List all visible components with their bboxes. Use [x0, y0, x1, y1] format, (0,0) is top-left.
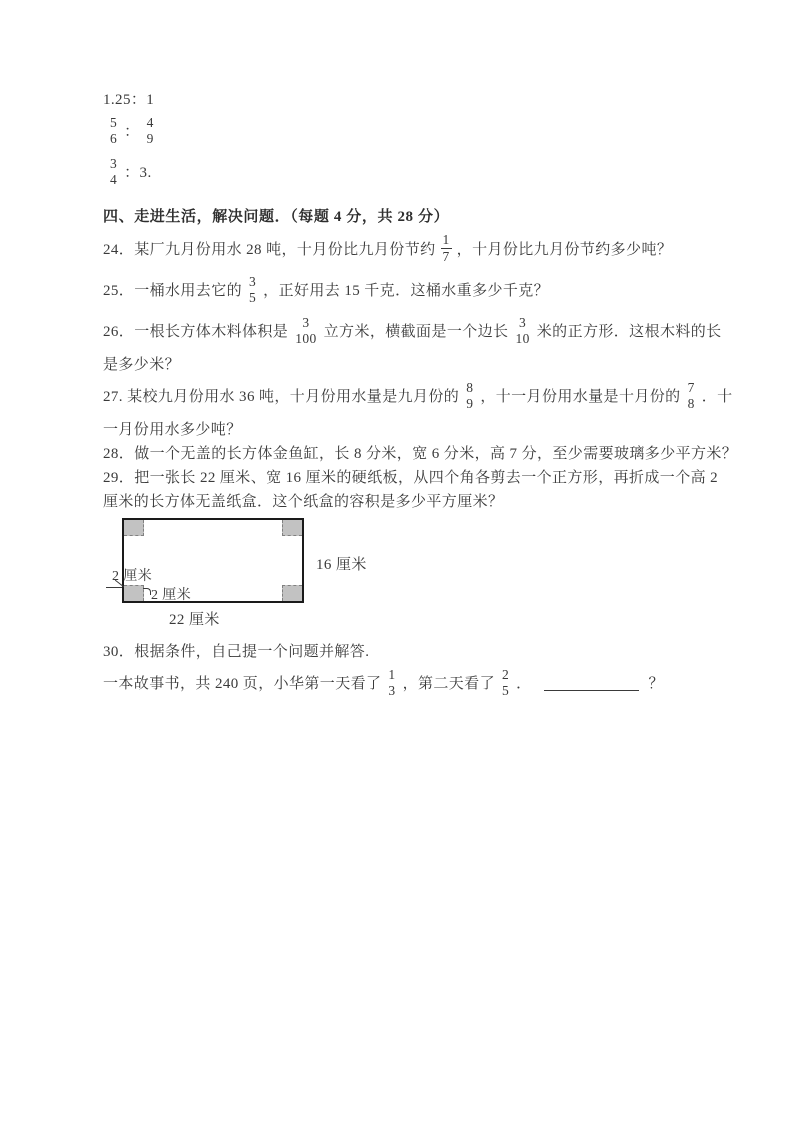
q27-line-2: [103, 416, 709, 440]
fraction-denominator: 8: [687, 395, 695, 411]
fraction-denominator: 100: [295, 330, 317, 346]
text-run: 27. 某校九月份用水 36 吨，十月份用水量是九月份的: [103, 389, 460, 405]
text-run: 一本故事书，共 240 页，小华第一天看了: [103, 676, 382, 692]
text-run: 24．某厂九月份用水 28 吨，十月份比九月份节约: [103, 242, 436, 258]
fraction: [464, 381, 475, 411]
questions-block-2: [103, 638, 709, 703]
fraction: [293, 316, 318, 346]
fraction-numerator: 1: [388, 666, 396, 682]
q29-line-2: [103, 488, 709, 512]
box-diagram: [103, 516, 709, 630]
text-run: ，十月份比九月份节约多少吨？: [456, 242, 673, 258]
corner-size-label-2: 2 厘米: [151, 588, 192, 603]
text-run: 26．一根长方体木料体积是: [103, 324, 289, 340]
q30-line: [103, 638, 709, 662]
corner-square-top-right: [282, 520, 302, 536]
fraction-numerator: 3: [519, 314, 527, 330]
fraction-numerator: 5: [110, 114, 118, 130]
fraction: [686, 381, 697, 411]
q29-line-1: [103, 464, 719, 488]
text-run: 米的正方形．这根木料的长: [536, 324, 722, 340]
answers-block: [103, 86, 709, 192]
questions-block-1: [103, 228, 738, 512]
text-run: 30．根据条件，自己提一个问题并解答.: [103, 643, 370, 660]
text-run: 29．把一张长 22 厘米、宽 16 厘米的硬纸板，从四个角各剪去一个正方形，再折成一个高 2: [103, 469, 719, 486]
text-run: ：: [124, 124, 140, 140]
leader-line: [143, 588, 151, 595]
height-dimension-label: 16 厘米: [316, 557, 367, 573]
fraction-numerator: 3: [249, 273, 257, 289]
fraction-denominator: 9: [466, 395, 474, 411]
section-header-text: 四、走进生活，解决问题．（每题 4 分，共 28 分）: [103, 208, 450, 225]
fraction: [247, 275, 258, 305]
fraction-numerator: 4: [146, 114, 154, 130]
final-line: [103, 662, 709, 703]
text-run: ，第二天看了: [402, 676, 495, 692]
corner-square-bottom-left: [124, 585, 144, 601]
fraction-numerator: 8: [466, 379, 474, 395]
fraction: [386, 668, 397, 698]
fraction-denominator: 10: [515, 330, 530, 346]
text-run: 1.25：1: [103, 91, 155, 108]
fraction-numerator: 3: [302, 314, 310, 330]
text-run: 厘米的长方体无盖纸盒．这个纸盒的容积是多少平方厘米？: [103, 493, 504, 510]
text-run: 一月份用水多少吨？: [103, 421, 242, 438]
ratio-line-2: [103, 110, 709, 151]
text-run: 立方米，横截面是一个边长: [323, 324, 509, 340]
fraction-numerator: 2: [501, 666, 510, 682]
ratio-line-3: [103, 151, 709, 192]
corner-square-top-left: [124, 520, 144, 536]
q26-line-1: [103, 310, 722, 351]
answer-blank-line: [544, 674, 639, 691]
corner-square-bottom-right: [282, 585, 302, 601]
text-run: 28．做一个无盖的长方体金鱼缸，长 8 分米，宽 6 分米，高 7 分，至少需要玻璃多少平方米？: [103, 445, 738, 462]
fraction-denominator: 7: [442, 249, 450, 264]
fraction: [145, 116, 156, 146]
text-run: ．十: [701, 389, 733, 405]
text-run: ？: [648, 676, 664, 692]
q25-line: [103, 269, 709, 310]
fraction-denominator: 4: [110, 171, 118, 187]
fraction-numerator: 3: [110, 155, 118, 171]
q27-line-1: [103, 375, 733, 416]
fraction: [513, 316, 531, 346]
corner-size-label-1: 2 厘米: [112, 569, 153, 584]
section-header: [103, 202, 709, 228]
text-run: 25．一桶水用去它的: [103, 283, 243, 299]
text-run: ．: [516, 676, 532, 692]
answer-line-1: [103, 86, 709, 110]
q24-line: [103, 228, 709, 269]
fraction-denominator: 9: [146, 130, 154, 146]
fraction: [441, 233, 452, 264]
text-run: 是多少米？: [103, 356, 181, 373]
q28-line: [103, 440, 738, 464]
text-run: ，正好用去 15 千克．这桶水重多少千克？: [263, 283, 550, 299]
fraction-denominator: 6: [110, 130, 118, 146]
fraction: [500, 668, 511, 698]
fraction: [108, 157, 119, 187]
text-run: ：3.: [124, 165, 152, 181]
fraction-numerator: 1: [442, 232, 450, 247]
width-dimension-label: 22 厘米: [169, 612, 220, 628]
fraction-denominator: 5: [249, 289, 257, 305]
fraction-denominator: 3: [388, 682, 396, 698]
text-run: ，十一月份用水量是十月份的: [480, 389, 681, 405]
fraction-denominator: 5: [501, 682, 510, 698]
fraction-numerator: 7: [687, 379, 695, 395]
leader-line: [106, 587, 122, 588]
fraction: [108, 116, 119, 146]
q26-line-2: [103, 351, 709, 375]
